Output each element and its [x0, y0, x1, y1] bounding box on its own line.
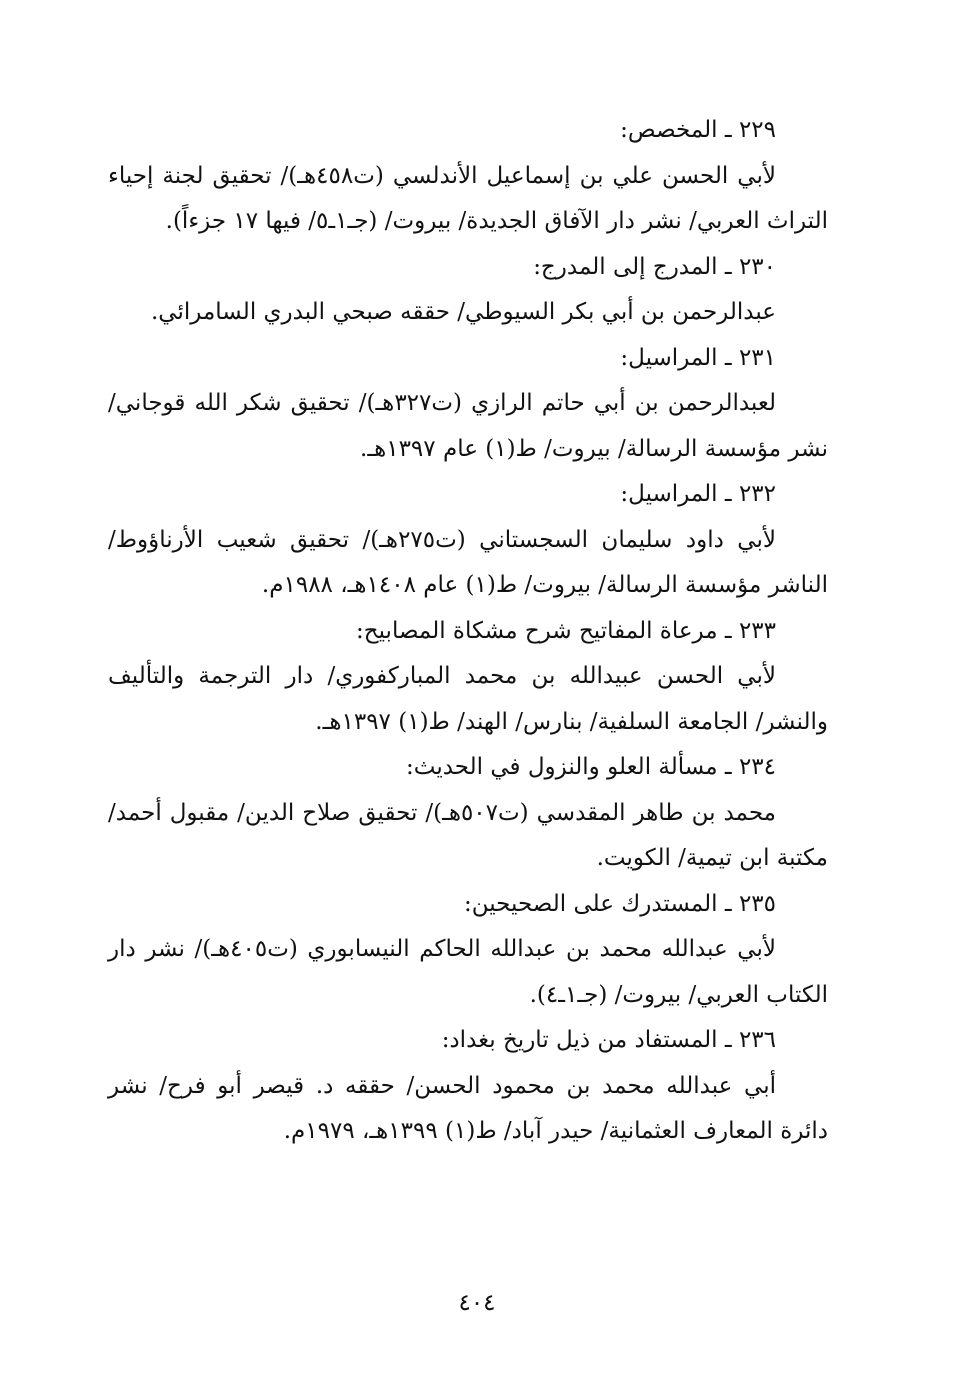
entry-title: ٢٢٩ ـ المخصص:: [620, 117, 776, 143]
bibliography-entry: [108, 336, 828, 473]
bibliography-entry: [108, 609, 828, 746]
entry-details: لأبي داود سليمان السجستاني (ت٢٧٥هـ)/ تحقيق شعيب الأرناؤوط/ الناشر مؤسسة الرسالة/ بيروت/ ط(١) عام ١٤٠٨هـ، ١٩٨٨م.: [108, 526, 828, 598]
bibliography-entry: [108, 745, 828, 882]
entry-title: ٢٣٤ ـ مسألة العلو والنزول في الحديث:: [405, 754, 776, 780]
entry-title: ٢٣٢ ـ المراسيل:: [620, 481, 776, 507]
entry-title: ٢٣٠ ـ المدرج إلى المدرج:: [533, 253, 776, 280]
entry-details: لأبي عبدالله محمد بن عبدالله الحاكم النيسابوري (ت٤٠٥هـ)/ نشر دار الكتاب العربي/ بيروت/ (جـ١ـ٤).: [108, 936, 828, 1008]
entry-details: لعبدالرحمن بن أبي حاتم الرازي (ت٣٢٧هـ)/ تحقيق شكر الله قوجاني/ نشر مؤسسة الرسالة/ بيروت/ ط(١) عام ١٣٩٧هـ.: [108, 390, 828, 462]
entry-title: ٢٣١ ـ المراسيل:: [620, 344, 776, 371]
page-number: ٤٠٤: [458, 1290, 496, 1316]
entry-details: لأبي الحسن عبيدالله بن محمد المباركفوري/ دار الترجمة والتأليف والنشر/ الجامعة السلفية/ بنارس/ الهند/ ط(١) ١٣٩٧هـ.: [108, 663, 828, 735]
entry-details: أبي عبدالله محمد بن محمود الحسن/ حققه د. قيصر أبو فرح/ نشر دائرة المعارف العثمانية/ حيدر آباد/ ط(١) ١٣٩٩هـ، ١٩٧٩م.: [108, 1072, 828, 1144]
entry-details: لأبي الحسن علي بن إسماعيل الأندلسي (ت٤٥٨هـ)/ تحقيق لجنة إحياء التراث العربي/ نشر دار الآفاق الجديدة/ بيروت/ (جـ١ـ٥/ فيها ١٧ جزءاً).: [108, 162, 828, 234]
bibliography-entry: [108, 1018, 828, 1155]
bibliography-list: [108, 108, 828, 1155]
bibliography-entry: [108, 108, 828, 245]
bibliography-entry: [108, 472, 828, 609]
entry-details: عبدالرحمن بن أبي بكر السيوطي/ حققه صبحي البدري السامرائي.: [151, 299, 776, 325]
entry-title: ٢٣٣ ـ مرعاة المفاتيح شرح مشكاة المصابيح:: [356, 617, 776, 644]
entry-title: ٢٣٦ ـ المستفاد من ذيل تاريخ بغداد:: [441, 1027, 776, 1053]
bibliography-entry: [108, 245, 828, 336]
bibliography-entry: [108, 882, 828, 1019]
entry-details: محمد بن طاهر المقدسي (ت٥٠٧هـ)/ تحقيق صلاح الدين/ مقبول أحمد/ مكتبة ابن تيمية/ الكويت.: [108, 799, 828, 871]
entry-title: ٢٣٥ ـ المستدرك على الصحيحين:: [463, 890, 776, 917]
